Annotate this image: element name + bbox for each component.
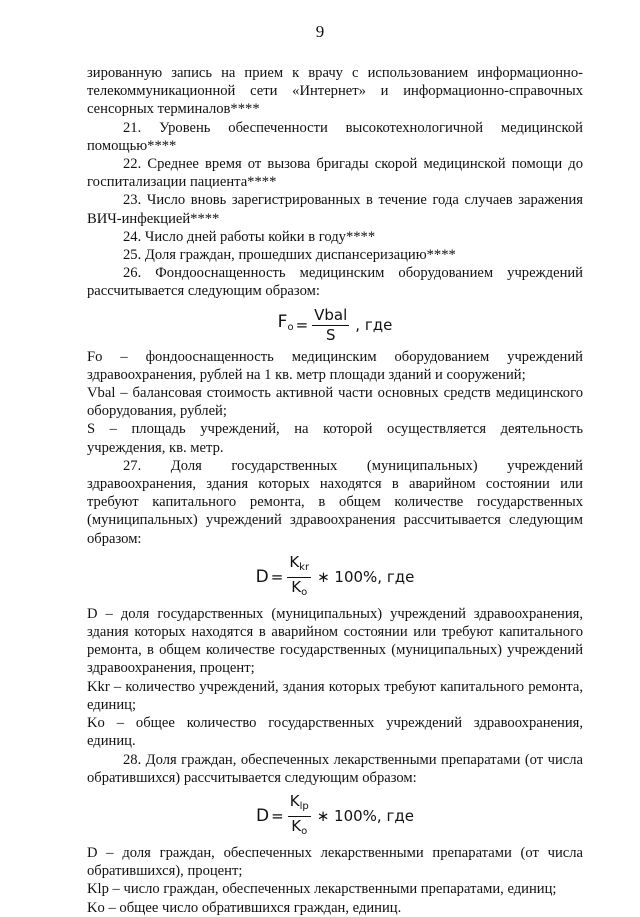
formula-d-kkr-denominator: $K_o$ [291,577,308,598]
formula-d-kkr-lhs: D [255,567,269,588]
item-25: 25. Доля граждан, прошедших диспансеризацию**** [123,247,456,264]
formula-fo-numerator: Vbal [314,305,348,324]
definition-klp: Klp – число граждан, обеспеченных лекарственными препаратами, единиц; [87,881,557,898]
item-26: 26. Фондооснащенность медицинским оборудованием учреждений рассчитывается следующим образом: [87,265,583,300]
formula-d-klp-lhs: D [256,806,270,827]
formula-fo-fraction [312,307,349,344]
formula-d-klp-eq: = [271,807,284,826]
page-number: 9 [315,22,325,41]
definition-vbal: Vbal – балансовая стоимость активной части основных средств медицинского оборудования, рублей; [87,385,583,420]
definition-kkr: Kkr – количество учреждений, здания которых требуют капитального ремонта, единиц; [87,678,583,713]
item-22: 22. Среднее время от вызова бригады скорой медицинской помощи до госпитализации пациента**** [87,156,583,191]
item-23: 23. Число вновь зарегистрированных в течение года случаев заражения ВИЧ-инфекцией**** [87,192,583,227]
formula-fo-lhs: $F_o$ [277,312,294,334]
item-27: 27. Доля государственных (муниципальных) учреждений здравоохранения, здания которых находятся в аварийном состоянии или требуют капитального ремонта, в общем количестве государственных (муниципальных) учреждений здравоохранения рассчитывается следующим образом: [87,457,583,547]
formula-fo [87,307,583,344]
document-body [87,64,583,917]
formula-d-kkr-tail: ∗ 100%, где [317,568,415,587]
item-24: 24. Число дней работы койки в году**** [123,228,376,245]
formula-d-klp-fraction [288,793,311,840]
definition-d-buildings: D – доля государственных (муниципальных) учреждений здравоохранения, здания которых находятся в аварийном состоянии или требуют капитального ремонта, в общем количестве государственных (муниципальных) учреждений здравоохранения, процент; [87,605,583,677]
formula-d-klp-numerator: $K_{lp}$ [288,793,311,817]
formula-fo-eq: = [295,316,309,335]
item-21: 21. Уровень обеспеченности высокотехнологичной медицинской помощью**** [87,119,583,154]
formula-d-kkr-fraction [287,554,311,601]
formula-d-klp-denominator: $K_o$ [291,816,308,837]
definition-d-medicines: D – доля граждан, обеспеченных лекарственными препаратами (от числа обратившихся), процент; [87,844,583,880]
definition-ko-institutions: Ko – общее количество государственных учреждений здравоохранения, единиц. [87,715,583,750]
formula-d-klp-tail: ∗ 100%, где [316,807,414,826]
formula-d-kkr-numerator: $K_{kr}$ [287,554,311,578]
item-28: 28. Доля граждан, обеспеченных лекарственными препаратами (от числа обратившихся) рассчитывается следующим образом: [87,751,583,786]
definition-fo: Fo – фондооснащенность медицинским оборудованием учреждений здравоохранения, рублей на 1 кв. метр площади зданий и сооружений; [87,348,583,383]
definition-s: S – площадь учреждений, на которой осуществляется деятельность учреждения, кв. метр. [87,421,583,456]
formula-d-klp [87,793,583,840]
formula-d-kkr-eq: = [270,568,284,587]
formula-fo-tail: , где [355,316,393,335]
formula-d-kkr [87,554,583,601]
definition-ko-applicants: Ko – общее число обратившихся граждан, единиц. [87,899,402,916]
formula-fo-denominator: S [325,325,336,344]
paragraph-intro: зированную запись на прием к врачу с использованием информационно-телекоммуникационной сети «Интернет» и информационно-справочных сенсорных терминалов**** [87,65,583,118]
